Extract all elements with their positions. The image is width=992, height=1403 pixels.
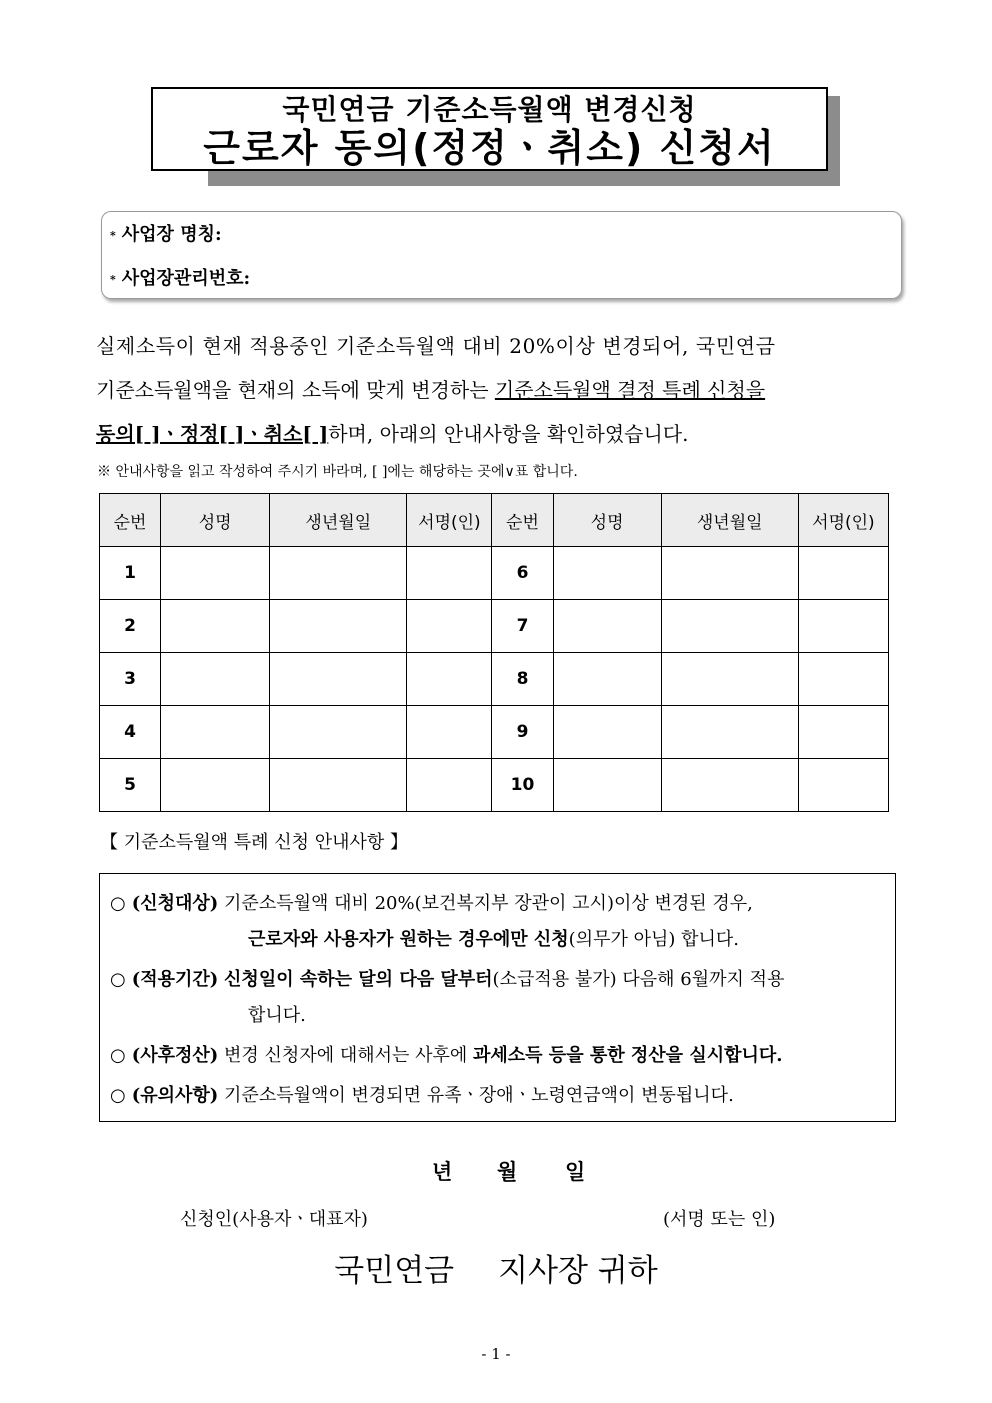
date-year-label[interactable]: 년: [432, 1159, 453, 1184]
title-line-2: 근로자 동의(정정ㆍ취소) 신청서: [203, 126, 776, 170]
guide-item-caution: [110, 1078, 734, 1114]
name-cell[interactable]: [553, 706, 661, 759]
col-header: 성명: [161, 494, 270, 547]
signature-cell[interactable]: [407, 547, 492, 600]
guide-text: 합니다.: [248, 1005, 306, 1026]
date-month-label[interactable]: 월: [497, 1159, 518, 1184]
guide-item-settlement: [110, 1038, 783, 1074]
page-number: - 1 -: [481, 1345, 511, 1363]
name-cell[interactable]: [161, 653, 270, 706]
name-cell[interactable]: [161, 706, 270, 759]
signature-cell[interactable]: [407, 706, 492, 759]
birthdate-cell[interactable]: [270, 759, 407, 812]
signature-cell[interactable]: [798, 759, 888, 812]
col-header: 서명(인): [798, 494, 888, 547]
guide-label: (적용기간): [131, 969, 219, 990]
table-row: [100, 600, 889, 653]
guide-text: (소급적용 불가) 다음해 6월까지 적용: [492, 969, 785, 990]
sign-note[interactable]: (서명 또는 인): [663, 1209, 776, 1230]
birthdate-cell[interactable]: [661, 600, 798, 653]
signature-cell[interactable]: [798, 600, 888, 653]
birthdate-cell[interactable]: [661, 653, 798, 706]
col-header: 생년월일: [661, 494, 798, 547]
workplace-number-field[interactable]: [110, 264, 250, 290]
signature-table: [99, 493, 889, 812]
birthdate-cell[interactable]: [270, 547, 407, 600]
birthdate-cell[interactable]: [661, 547, 798, 600]
applicant-label: 신청인(사용자ㆍ대표자): [180, 1209, 368, 1230]
addressee-org: 국민연금: [334, 1253, 455, 1289]
circle-bullet-icon: ○: [110, 1085, 126, 1106]
workplace-number-label: 사업장관리번호:: [121, 268, 251, 289]
guide-text-bold: 과세소득 등을 통한 정산을 실시합니다.: [472, 1045, 783, 1066]
row-number: 4: [100, 706, 161, 759]
title-line-1: 국민연금 기준소득월액 변경신청: [282, 93, 697, 126]
table-row: [100, 759, 889, 812]
name-cell[interactable]: [553, 547, 661, 600]
row-number: 8: [492, 653, 553, 706]
guide-item-target-cont: [248, 922, 739, 958]
guide-text: 변경 신청자에 대해서는 사후에: [224, 1045, 473, 1066]
date-day-label[interactable]: 일: [565, 1159, 586, 1184]
row-number: 10: [492, 759, 553, 812]
circle-bullet-icon: ○: [110, 1045, 126, 1066]
form-title: [151, 87, 828, 171]
row-number: 6: [492, 547, 553, 600]
consent-checkboxes[interactable]: 동의[ ]ㆍ정정[ ]ㆍ취소[ ]: [96, 422, 329, 446]
birthdate-cell[interactable]: [270, 706, 407, 759]
guide-item-period: [110, 962, 784, 998]
signature-cell[interactable]: [407, 759, 492, 812]
guide-text-bold: 근로자와 사용자가 원하는 경우에만 신청: [248, 929, 569, 950]
name-cell[interactable]: [161, 600, 270, 653]
guide-label: (신청대상): [131, 893, 219, 914]
guide-label: (유의사항): [131, 1085, 219, 1106]
circle-bullet-icon: ○: [110, 969, 126, 990]
name-cell[interactable]: [161, 547, 270, 600]
signature-cell[interactable]: [407, 653, 492, 706]
workplace-name-field[interactable]: [110, 220, 222, 246]
name-cell[interactable]: [553, 653, 661, 706]
guide-heading: 【 기준소득월액 특례 신청 안내사항 】: [100, 832, 409, 853]
name-cell[interactable]: [161, 759, 270, 812]
col-header: 순번: [100, 494, 161, 547]
addressee: [0, 1245, 992, 1290]
instruction-note: ※ 안내사항을 읽고 작성하여 주시기 바라며, [ ]에는 해당하는 곳에∨표 합니다.: [97, 464, 578, 480]
signature-cell[interactable]: [798, 706, 888, 759]
table-row: [100, 706, 889, 759]
guide-text: 기준소득월액 대비 20%(보건복지부 장관이 고시)이상 변경된 경우,: [224, 893, 753, 914]
col-header: 서명(인): [407, 494, 492, 547]
consent-statement: [96, 324, 898, 456]
table-row: [100, 653, 889, 706]
row-number: 9: [492, 706, 553, 759]
bullet-icon: *: [110, 228, 116, 242]
col-header: 생년월일: [270, 494, 407, 547]
statement-underlined-text: 기준소득월액 결정 특례 신청을: [494, 378, 766, 402]
row-number: 7: [492, 600, 553, 653]
col-header: 순번: [492, 494, 553, 547]
workplace-info-box: [101, 211, 902, 299]
bullet-icon: *: [110, 272, 116, 286]
signature-cell[interactable]: [798, 547, 888, 600]
name-cell[interactable]: [553, 600, 661, 653]
row-number: 2: [100, 600, 161, 653]
name-cell[interactable]: [553, 759, 661, 812]
guide-text-bold: 신청일이 속하는 달의 다음 달부터: [224, 969, 493, 990]
workplace-name-label: 사업장 명칭:: [121, 224, 222, 245]
guide-box: [99, 873, 896, 1122]
addressee-recipient: 지사장 귀하: [498, 1253, 658, 1289]
row-number: 3: [100, 653, 161, 706]
statement-line-1: 실제소득이 현재 적용중인 기준소득월액 대비 20%이상 변경되어, 국민연금: [96, 334, 776, 358]
birthdate-cell[interactable]: [661, 759, 798, 812]
row-number: 1: [100, 547, 161, 600]
circle-bullet-icon: ○: [110, 893, 126, 914]
birthdate-cell[interactable]: [661, 706, 798, 759]
guide-item-target: [110, 886, 753, 922]
statement-text: 하며, 아래의 안내사항을 확인하였습니다.: [328, 422, 689, 446]
statement-line-3: [96, 412, 898, 456]
birthdate-cell[interactable]: [270, 653, 407, 706]
guide-text: 기준소득월액이 변경되면 유족ㆍ장애ㆍ노령연금액이 변동됩니다.: [224, 1085, 734, 1106]
statement-text: 기준소득월액을 현재의 소득에 맞게 변경하는: [96, 378, 495, 402]
signature-cell[interactable]: [407, 600, 492, 653]
signature-cell[interactable]: [798, 653, 888, 706]
guide-item-period-cont: [248, 998, 306, 1034]
statement-line-2: [96, 368, 898, 412]
birthdate-cell[interactable]: [270, 600, 407, 653]
guide-label: (사후정산): [131, 1045, 219, 1066]
table-row: [100, 547, 889, 600]
table-header-row: [100, 494, 889, 547]
guide-text: (의무가 아님) 합니다.: [568, 929, 739, 950]
row-number: 5: [100, 759, 161, 812]
col-header: 성명: [553, 494, 661, 547]
